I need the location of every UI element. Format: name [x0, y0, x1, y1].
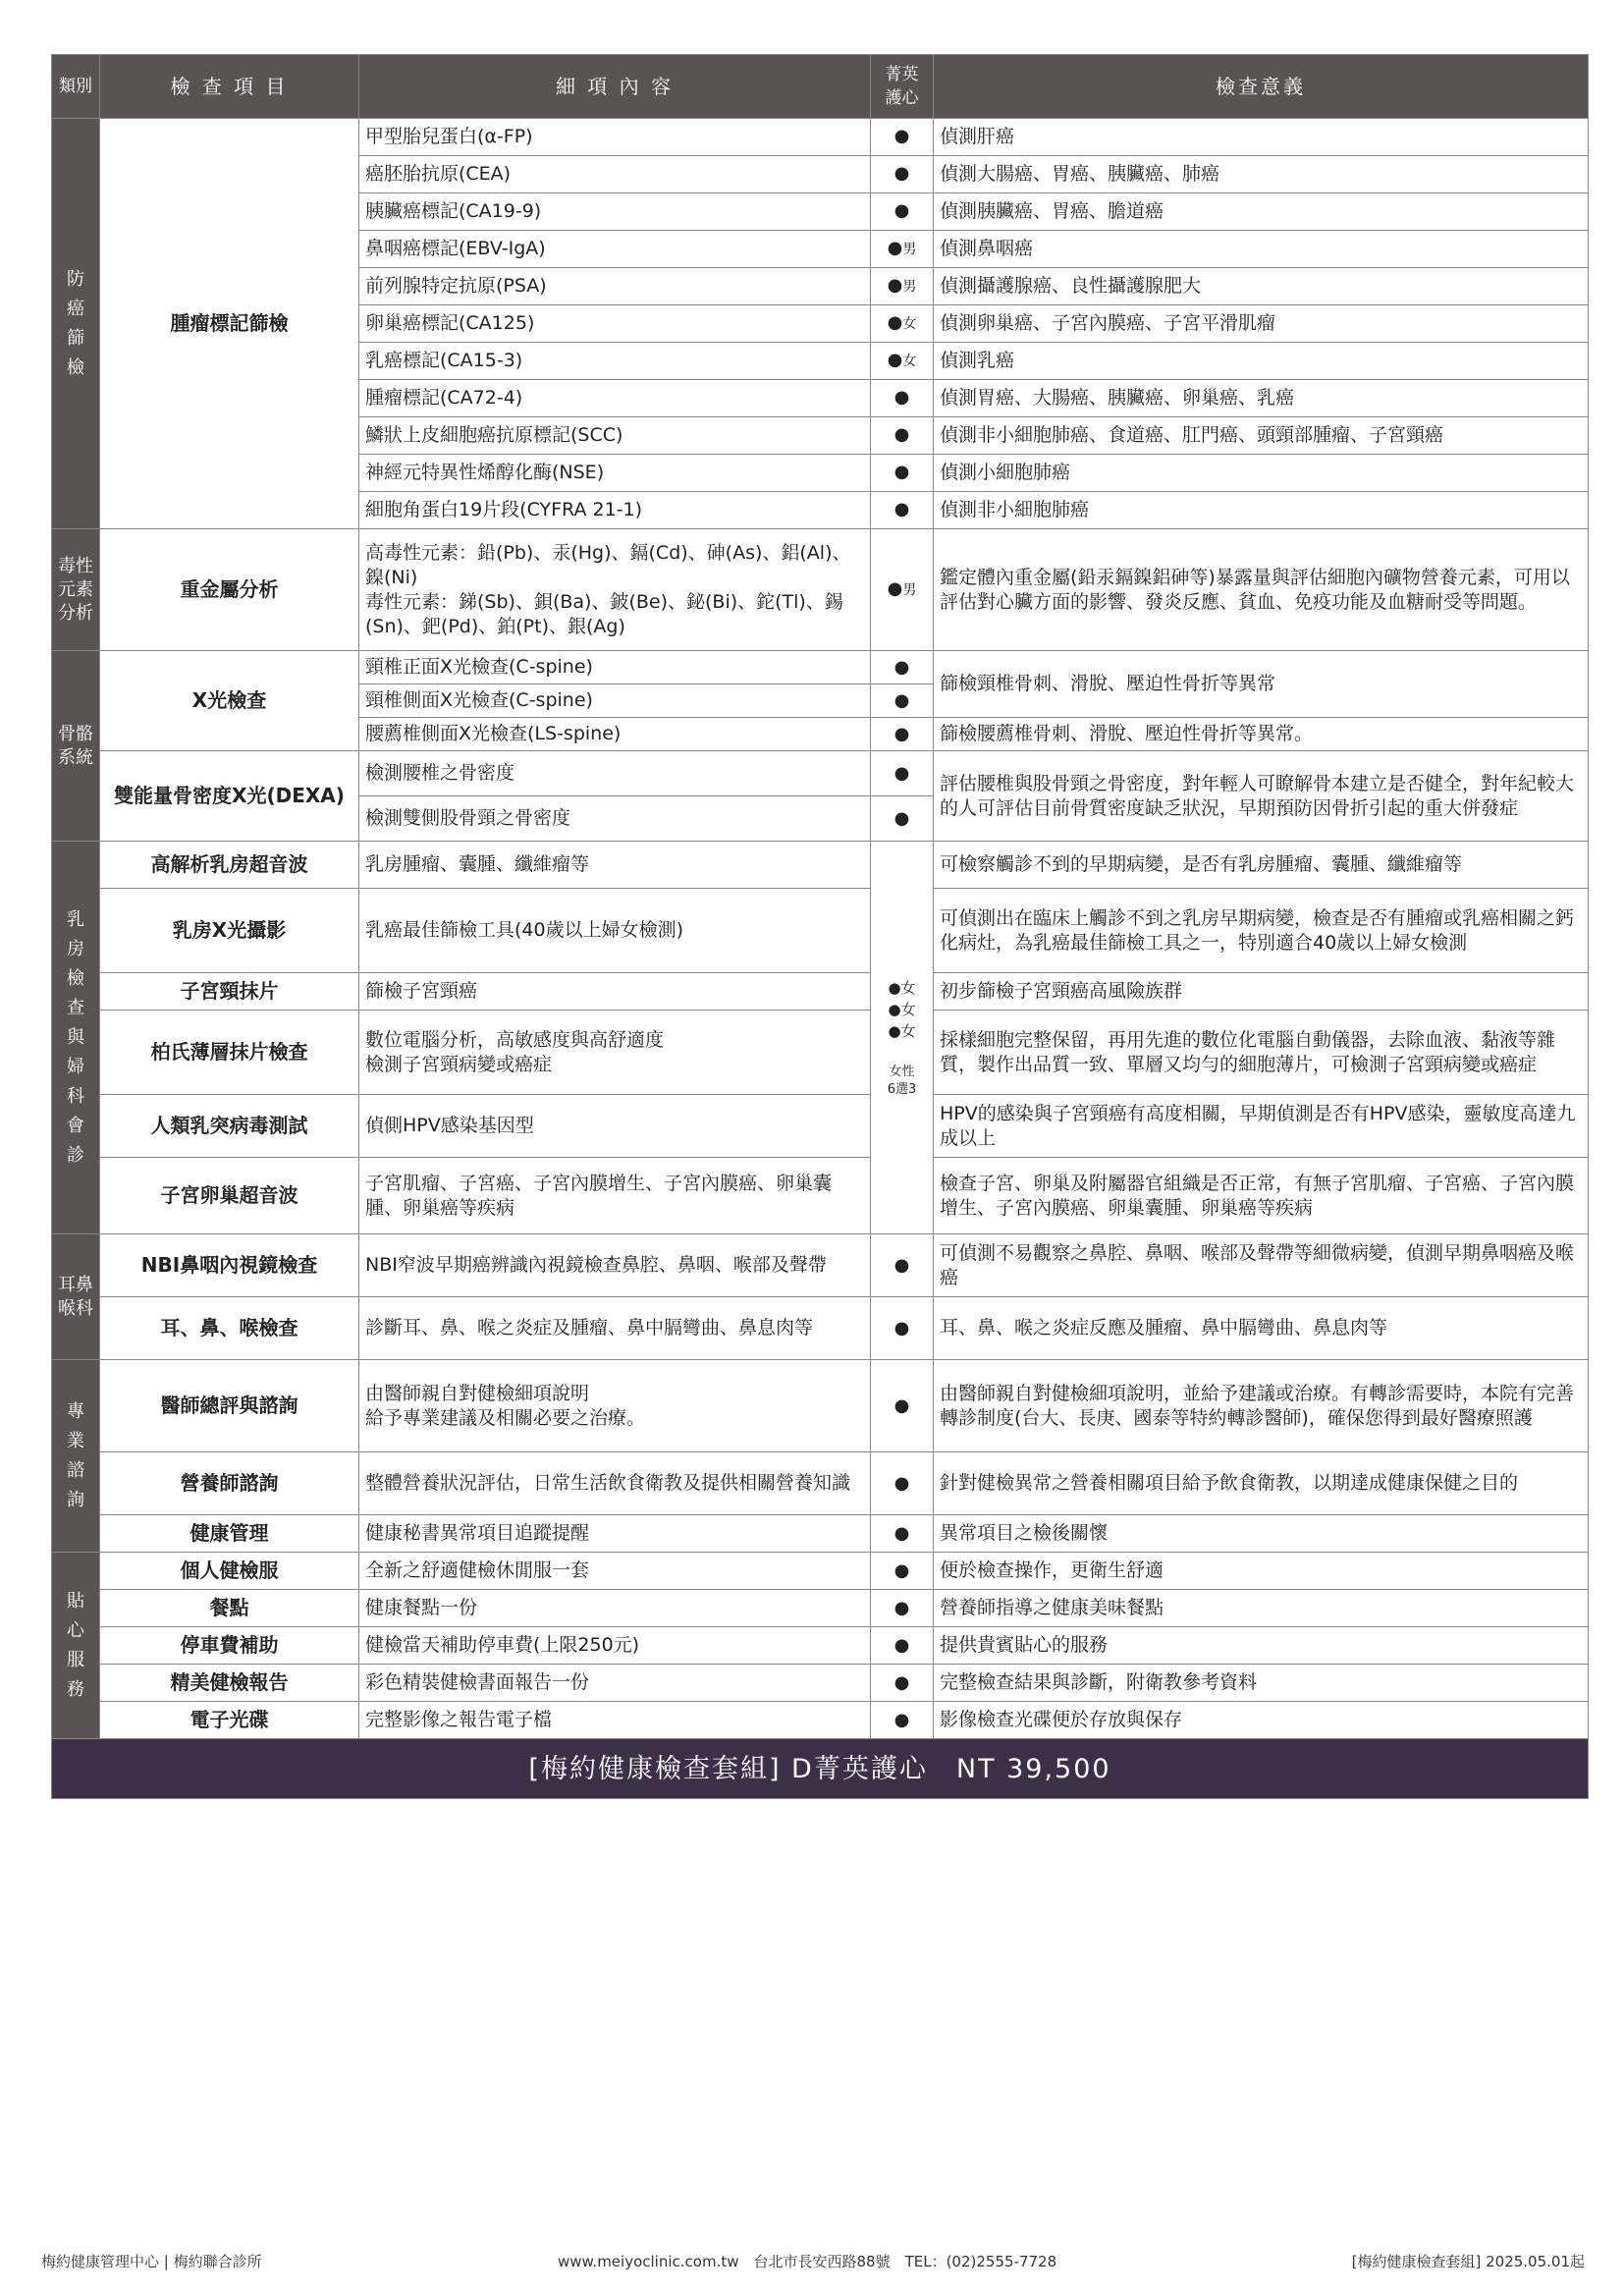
item-cell: 電子光碟: [100, 1702, 359, 1739]
meaning-cell: 影像檢查光碟便於存放與保存: [934, 1702, 1589, 1739]
meaning-cell: 偵測乳癌: [934, 343, 1589, 380]
detail-cell: 檢測腰椎之骨密度: [359, 751, 871, 796]
mark-cell: ●男: [871, 268, 934, 305]
detail-cell: NBI窄波早期癌辨識內視鏡檢查鼻腔、鼻咽、喉部及聲帶: [359, 1234, 871, 1297]
detail-cell: 偵側HPV感染基因型: [359, 1095, 871, 1158]
category-service: 貼心服務: [52, 1553, 100, 1739]
detail-cell: 鼻咽癌標記(EBV-IgA): [359, 231, 871, 268]
meaning-cell: 評估腰椎與股骨頸之骨密度，對年輕人可瞭解骨本建立是否健全，對年紀較大的人可評估目前骨質密度缺乏狀況，早期預防因骨折引起的重大併發症: [934, 751, 1589, 842]
mark-cell: ●: [871, 1297, 934, 1360]
mark-cell: ●: [871, 380, 934, 417]
detail-cell: 彩色精裝健檢書面報告一份: [359, 1665, 871, 1702]
item-cell: 精美健檢報告: [100, 1665, 359, 1702]
detail-cell: 細胞角蛋白19片段(CYFRA 21-1): [359, 492, 871, 529]
table-row: [52, 842, 1589, 889]
meaning-cell: 鑑定體內重金屬(鉛汞鎘鎳鋁砷等)暴露量與評估細胞內礦物營養元素，可用以評估對心臟方面的影響、發炎反應、貧血、免疫功能及血糖耐受等問題。: [934, 529, 1589, 651]
item-tumor-markers: 腫瘤標記篩檢: [100, 119, 359, 529]
mark-cell: ●男: [871, 529, 934, 651]
table-row: [52, 1360, 1589, 1452]
meaning-cell: 偵測胃癌、大腸癌、胰臟癌、卵巢癌、乳癌: [934, 380, 1589, 417]
detail-cell: 乳癌最佳篩檢工具(40歲以上婦女檢測): [359, 889, 871, 973]
choose-note: 女性 6選3: [887, 1064, 917, 1097]
detail-cell: 甲型胎兒蛋白(α-FP): [359, 119, 871, 156]
item-cell: 耳、鼻、喉檢查: [100, 1297, 359, 1360]
table-row: [52, 1452, 1589, 1515]
meaning-cell: 偵測鼻咽癌: [934, 231, 1589, 268]
header-meaning: 檢查意義: [934, 55, 1589, 119]
category-toxic: 毒性 元素 分析: [52, 529, 100, 651]
mark-cell: ●: [871, 1234, 934, 1297]
detail-cell: 癌胚胎抗原(CEA): [359, 156, 871, 193]
detail-cell: 診斷耳、鼻、喉之炎症及腫瘤、鼻中膈彎曲、鼻息肉等: [359, 1297, 871, 1360]
item-cell: 餐點: [100, 1590, 359, 1627]
item-cell: 健康管理: [100, 1515, 359, 1553]
mark-choice-cell: [871, 842, 934, 1234]
category-breast: 乳房檢查與婦科會診: [52, 842, 100, 1234]
footer-edition: [梅約健康檢查套組] 2025.05.01起: [1351, 2253, 1585, 2270]
header-detail: 細 項 內 容: [359, 55, 871, 119]
item-cell: NBI鼻咽內視鏡檢查: [100, 1234, 359, 1297]
meaning-cell: 提供貴賓貼心的服務: [934, 1627, 1589, 1665]
detail-cell: 前列腺特定抗原(PSA): [359, 268, 871, 305]
mark-cell: ●: [871, 796, 934, 842]
meaning-cell: 完整檢查結果與診斷，附衛教參考資料: [934, 1665, 1589, 1702]
detail-cell: 高毒性元素：鉛(Pb)、汞(Hg)、鎘(Cd)、砷(As)、鋁(Al)、鎳(Ni) 毒性元素：銻(Sb)、鋇(Ba)、鈹(Be)、鉍(Bi)、鉈(Tl)、錫(Sn)、鈀(Pd)、鉑(Pt)、銀(Ag): [359, 529, 871, 651]
mark-cell: ●: [871, 492, 934, 529]
meaning-cell: HPV的感染與子宮頸癌有高度相關，早期偵測是否有HPV感染，靈敏度高達九成以上: [934, 1095, 1589, 1158]
table-row: [52, 1095, 1589, 1158]
item-cell: 醫師總評與諮詢: [100, 1360, 359, 1452]
meaning-cell: 偵測非小細胞肺癌: [934, 492, 1589, 529]
mark-cell: ●: [871, 651, 934, 684]
item-cell: 乳房X光攝影: [100, 889, 359, 973]
detail-cell: 篩檢子宮頸癌: [359, 973, 871, 1011]
item-cell: 子宮頸抹片: [100, 973, 359, 1011]
meaning-cell: 便於檢查操作，更衛生舒適: [934, 1553, 1589, 1590]
header-elite: 菁英 護心: [871, 55, 934, 119]
mark-cell: ●: [871, 1515, 934, 1553]
table-row: [52, 1515, 1589, 1553]
mark-cell: ●: [871, 119, 934, 156]
mark-cell: ●: [871, 1553, 934, 1590]
detail-cell: 頸椎正面X光檢查(C-spine): [359, 651, 871, 684]
package-price-row: [52, 1739, 1589, 1799]
meaning-cell: 可檢察觸診不到的早期病變，是否有乳房腫瘤、囊腫、纖維瘤等: [934, 842, 1589, 889]
detail-cell: 整體營養狀況評估，日常生活飲食衛教及提供相關營養知識: [359, 1452, 871, 1515]
mark-cell: ●: [871, 1360, 934, 1452]
meaning-cell: 偵測非小細胞肺癌、食道癌、肛門癌、頭頸部腫瘤、子宮頸癌: [934, 417, 1589, 455]
category-ent: 耳鼻 喉科: [52, 1234, 100, 1360]
detail-cell: 健康秘書異常項目追蹤提醒: [359, 1515, 871, 1553]
meaning-cell: 篩檢腰薦椎骨刺、滑脫、壓迫性骨折等異常。: [934, 718, 1589, 751]
meaning-cell: 偵測小細胞肺癌: [934, 455, 1589, 492]
mark-cell: ●女: [871, 305, 934, 343]
meaning-cell: 檢查子宮、卵巢及附屬器官組織是否正常，有無子宮肌瘤、子宮癌、子宮內膜增生、子宮內膜癌、卵巢囊腫、卵巢癌等疾病: [934, 1158, 1589, 1234]
table-row: [52, 751, 1589, 796]
exam-table: [51, 54, 1589, 1799]
mark-cell: ●: [871, 684, 934, 718]
header-category: 類別: [52, 55, 100, 119]
detail-cell: 健檢當天補助停車費(上限250元): [359, 1627, 871, 1665]
detail-cell: 頸椎側面X光檢查(C-spine): [359, 684, 871, 718]
footer-contact: www.meiyoclinic.com.tw 台北市長安西路88號 TEL：(02)2555-7728: [558, 2253, 1057, 2270]
table-row: [52, 973, 1589, 1011]
mark-cell: ●: [871, 455, 934, 492]
table-row: [52, 889, 1589, 973]
item-cell: 營養師諮詢: [100, 1452, 359, 1515]
meaning-cell: 初步篩檢子宮頸癌高風險族群: [934, 973, 1589, 1011]
female-marks: ●女 ●女 ●女: [888, 978, 916, 1040]
item-cell: 個人健檢服: [100, 1553, 359, 1590]
meaning-cell: 可偵測不易觀察之鼻腔、鼻咽、喉部及聲帶等細微病變，偵測早期鼻咽癌及喉癌: [934, 1234, 1589, 1297]
package-sheet: [51, 54, 1588, 1799]
mark-cell: ●: [871, 156, 934, 193]
item-cell: 柏氏薄層抹片檢查: [100, 1011, 359, 1095]
item-xray: X光檢查: [100, 651, 359, 751]
mark-cell: ●: [871, 1665, 934, 1702]
mark-cell: ●: [871, 1590, 934, 1627]
table-row: [52, 1297, 1589, 1360]
category-bone: 骨骼 系統: [52, 651, 100, 842]
detail-cell: 檢測雙側股骨頸之骨密度: [359, 796, 871, 842]
meaning-cell: 偵測卵巢癌、子宮內膜癌、子宮平滑肌瘤: [934, 305, 1589, 343]
detail-cell: 神經元特異性烯醇化酶(NSE): [359, 455, 871, 492]
table-row: [52, 1234, 1589, 1297]
table-row: [52, 1590, 1589, 1627]
table-row: [52, 1665, 1589, 1702]
table-row: [52, 1627, 1589, 1665]
item-dexa: 雙能量骨密度X光(DEXA): [100, 751, 359, 842]
header-item: 檢 查 項 目: [100, 55, 359, 119]
mark-cell: ●: [871, 1702, 934, 1739]
item-cell: 停車費補助: [100, 1627, 359, 1665]
mark-cell: ●: [871, 193, 934, 231]
detail-cell: 卵巢癌標記(CA125): [359, 305, 871, 343]
mark-cell: ●: [871, 1627, 934, 1665]
meaning-cell: 偵測肝癌: [934, 119, 1589, 156]
detail-cell: 乳癌標記(CA15-3): [359, 343, 871, 380]
category-consult: 專業諮詢: [52, 1360, 100, 1553]
meaning-cell: 偵測攝護腺癌、良性攝護腺肥大: [934, 268, 1589, 305]
detail-cell: 乳房腫瘤、囊腫、纖維瘤等: [359, 842, 871, 889]
detail-cell: 健康餐點一份: [359, 1590, 871, 1627]
table-row: [52, 119, 1589, 156]
detail-cell: 腫瘤標記(CA72-4): [359, 380, 871, 417]
detail-cell: 子宮肌瘤、子宮癌、子宮內膜增生、子宮內膜癌、卵巢囊腫、卵巢癌等疾病: [359, 1158, 871, 1234]
mark-cell: ●女: [871, 343, 934, 380]
detail-cell: 數位電腦分析，高敏感度與高舒適度 檢測子宮頸病變或癌症: [359, 1011, 871, 1095]
category-cancer: 防癌篩檢: [52, 119, 100, 529]
package-price-banner: [梅約健康檢查套組] D菁英護心 NT 39,500: [52, 1739, 1589, 1799]
mark-cell: ●: [871, 417, 934, 455]
item-cell: 人類乳突病毒測試: [100, 1095, 359, 1158]
meaning-cell: 偵測大腸癌、胃癌、胰臟癌、肺癌: [934, 156, 1589, 193]
meaning-cell: 由醫師親自對健檢細項說明，並給予建議或治療。有轉診需要時，本院有完善轉診制度(台大、長庚、國泰等特約轉診醫師)，確保您得到最好醫療照護: [934, 1360, 1589, 1452]
detail-cell: 鱗狀上皮細胞癌抗原標記(SCC): [359, 417, 871, 455]
meaning-cell: 偵測胰臟癌、胃癌、膽道癌: [934, 193, 1589, 231]
table-row: [52, 1011, 1589, 1095]
table-row: [52, 1702, 1589, 1739]
meaning-cell: 異常項目之檢後關懷: [934, 1515, 1589, 1553]
detail-cell: 全新之舒適健檢休閒服一套: [359, 1553, 871, 1590]
item-heavy-metal: 重金屬分析: [100, 529, 359, 651]
detail-cell: 腰薦椎側面X光檢查(LS-spine): [359, 718, 871, 751]
detail-cell: 完整影像之報告電子檔: [359, 1702, 871, 1739]
table-row: [52, 529, 1589, 651]
meaning-cell: 採樣細胞完整保留，再用先進的數位化電腦自動儀器，去除血液、黏液等雜質，製作出品質一致、單層又均勻的細胞薄片，可檢測子宮頸病變或癌症: [934, 1011, 1589, 1095]
detail-cell: 胰臟癌標記(CA19-9): [359, 193, 871, 231]
item-cell: 子宮卵巢超音波: [100, 1158, 359, 1234]
table-row: [52, 1553, 1589, 1590]
table-header-row: [52, 55, 1589, 119]
mark-cell: ●: [871, 718, 934, 751]
table-row: [52, 1158, 1589, 1234]
meaning-cell: 篩檢頸椎骨刺、滑脫、壓迫性骨折等異常: [934, 651, 1589, 718]
meaning-cell: 營養師指導之健康美味餐點: [934, 1590, 1589, 1627]
meaning-cell: 耳、鼻、喉之炎症反應及腫瘤、鼻中膈彎曲、鼻息肉等: [934, 1297, 1589, 1360]
meaning-cell: 可偵測出在臨床上觸診不到之乳房早期病變，檢查是否有腫瘤或乳癌相關之鈣化病灶，為乳癌最佳篩檢工具之一，特別適合40歲以上婦女檢測: [934, 889, 1589, 973]
mark-cell: ●男: [871, 231, 934, 268]
mark-cell: ●: [871, 1452, 934, 1515]
item-cell: 高解析乳房超音波: [100, 842, 359, 889]
meaning-cell: 針對健檢異常之營養相關項目給予飲食衛教，以期達成健康保健之目的: [934, 1452, 1589, 1515]
table-row: [52, 651, 1589, 684]
footer-clinic-name: 梅約健康管理中心 | 梅約聯合診所: [41, 2253, 262, 2270]
mark-cell: ●: [871, 751, 934, 796]
detail-cell: 由醫師親自對健檢細項說明 給予專業建議及相關必要之治療。: [359, 1360, 871, 1452]
